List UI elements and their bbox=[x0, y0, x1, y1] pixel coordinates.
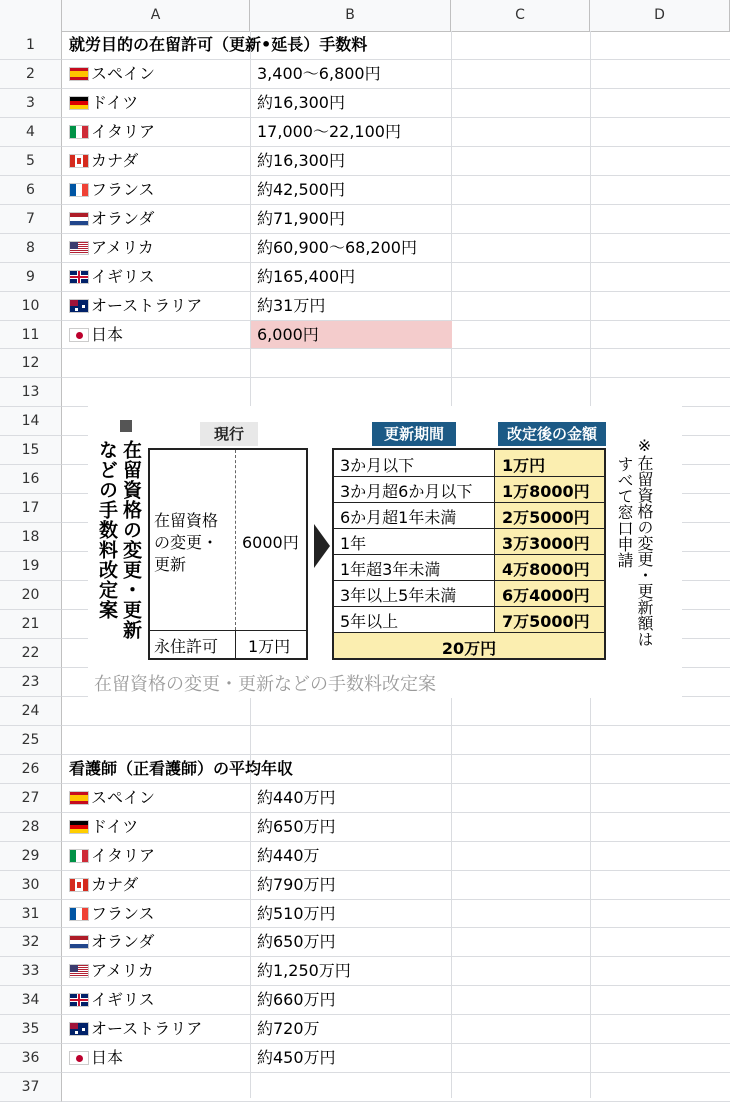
period-label: 1年超3年未満 bbox=[340, 560, 441, 579]
country-cell[interactable] bbox=[63, 871, 138, 899]
country-name: イギリス bbox=[91, 267, 155, 286]
row-header[interactable]: 25 bbox=[0, 726, 62, 755]
fee-cell[interactable]: 約16,300円 bbox=[257, 151, 345, 170]
income-cell[interactable]: 約650万円 bbox=[257, 817, 336, 836]
country-cell[interactable] bbox=[63, 842, 155, 870]
jp-flag-icon bbox=[69, 328, 89, 342]
country-name: カナダ bbox=[91, 875, 139, 894]
row-gridline bbox=[62, 841, 730, 842]
jp-flag-icon bbox=[69, 1051, 89, 1065]
country-cell[interactable] bbox=[63, 205, 154, 233]
country-name: オーストラリア bbox=[91, 296, 203, 315]
current-row2-value: 1万円 bbox=[248, 637, 291, 656]
country-name: ドイツ bbox=[91, 817, 139, 836]
country-cell[interactable] bbox=[63, 986, 155, 1014]
current-label: 現行 bbox=[200, 422, 258, 446]
permanent-amount: 20万円 bbox=[441, 639, 497, 658]
ca-flag-icon bbox=[69, 878, 89, 892]
row-header[interactable]: 1 bbox=[0, 31, 62, 60]
row-header[interactable]: 18 bbox=[0, 523, 62, 552]
row-header[interactable]: 35 bbox=[0, 1015, 62, 1044]
fee-cell[interactable]: 約165,400円 bbox=[257, 267, 356, 286]
row-header[interactable]: 36 bbox=[0, 1044, 62, 1073]
row-header[interactable]: 10 bbox=[0, 292, 62, 321]
fee-cell[interactable]: 約60,900〜68,200円 bbox=[257, 238, 417, 257]
section1-title-cell[interactable]: 就労目的の在留許可（更新•延長）手数料 bbox=[69, 35, 368, 54]
row-gridline bbox=[62, 88, 730, 89]
row-gridline bbox=[62, 870, 730, 871]
row-header[interactable]: 26 bbox=[0, 755, 62, 784]
row-gridline bbox=[62, 377, 730, 378]
au-flag-icon bbox=[69, 1022, 89, 1036]
cube-icon bbox=[120, 420, 132, 432]
es-flag-icon bbox=[69, 791, 89, 805]
row-header[interactable]: 28 bbox=[0, 813, 62, 842]
country-name: ドイツ bbox=[91, 93, 139, 112]
country-name: イタリア bbox=[91, 122, 156, 141]
column-header-c[interactable]: C bbox=[451, 0, 590, 31]
row-header[interactable]: 2 bbox=[0, 60, 62, 89]
row-header[interactable]: 7 bbox=[0, 205, 62, 234]
country-cell[interactable] bbox=[63, 292, 202, 320]
row-header[interactable]: 27 bbox=[0, 784, 62, 813]
country-name: スペイン bbox=[91, 788, 156, 807]
country-cell[interactable] bbox=[63, 118, 155, 146]
country-name: アメリカ bbox=[91, 238, 154, 257]
row-header[interactable]: 9 bbox=[0, 263, 62, 292]
row-header[interactable]: 20 bbox=[0, 581, 62, 610]
period-label: 3年以上5年未満 bbox=[340, 586, 457, 605]
country-name: 日本 bbox=[91, 1048, 124, 1067]
row-gridline bbox=[62, 1072, 730, 1073]
fr-flag-icon bbox=[69, 907, 89, 921]
column-header-b[interactable]: B bbox=[250, 0, 451, 31]
period-amount: 6万4000円 bbox=[502, 586, 590, 605]
us-flag-icon bbox=[69, 241, 89, 255]
image-title-line1: 在留資格の変更・更新 bbox=[120, 440, 142, 640]
country-cell[interactable] bbox=[63, 89, 138, 117]
row-header[interactable]: 23 bbox=[0, 668, 62, 697]
country-name: スペイン bbox=[91, 64, 156, 83]
de-flag-icon bbox=[69, 96, 89, 110]
period-amount: 1万円 bbox=[502, 456, 546, 475]
country-name: オランダ bbox=[91, 209, 155, 228]
period-amount: 4万8000円 bbox=[502, 560, 590, 579]
period-amount: 2万5000円 bbox=[502, 508, 590, 527]
income-cell[interactable]: 約1,250万円 bbox=[257, 961, 351, 980]
row-header[interactable]: 12 bbox=[0, 349, 62, 378]
country-cell[interactable] bbox=[63, 176, 155, 204]
row-header[interactable]: 14 bbox=[0, 407, 62, 436]
row-header[interactable]: 32 bbox=[0, 928, 62, 957]
period-label: 3か月以下 bbox=[340, 456, 415, 475]
row-gridline bbox=[62, 1043, 730, 1044]
gb-flag-icon bbox=[69, 993, 89, 1007]
fee-cell[interactable]: 約31万円 bbox=[257, 296, 326, 315]
income-cell[interactable]: 約510万円 bbox=[257, 904, 336, 923]
row-header[interactable]: 11 bbox=[0, 321, 62, 349]
row-gridline bbox=[62, 783, 730, 784]
current-row1-label: 在留資格の変更・更新 bbox=[154, 511, 219, 574]
row-header[interactable]: 22 bbox=[0, 639, 62, 668]
row-header[interactable]: 13 bbox=[0, 378, 62, 407]
image-title-line2: などの手数料改定案 bbox=[96, 440, 118, 620]
fee-cell[interactable]: 6,000円 bbox=[251, 321, 452, 348]
row-header[interactable]: 3 bbox=[0, 89, 62, 118]
country-name: カナダ bbox=[91, 151, 139, 170]
country-cell[interactable] bbox=[63, 900, 155, 927]
income-cell[interactable]: 約650万円 bbox=[257, 932, 336, 951]
row-header[interactable]: 29 bbox=[0, 842, 62, 871]
row-header[interactable]: 30 bbox=[0, 871, 62, 900]
income-cell[interactable]: 約440万 bbox=[257, 846, 320, 865]
country-cell[interactable] bbox=[63, 234, 154, 262]
column-header-d[interactable]: D bbox=[590, 0, 730, 31]
country-name: オランダ bbox=[91, 932, 155, 951]
fee-cell[interactable]: 約71,900円 bbox=[257, 209, 345, 228]
period-amount: 1万8000円 bbox=[502, 482, 590, 501]
fee-cell[interactable]: 約16,300円 bbox=[257, 93, 345, 112]
country-name: 日本 bbox=[91, 325, 124, 344]
country-cell[interactable] bbox=[63, 60, 155, 88]
country-name: イギリス bbox=[91, 990, 155, 1009]
gb-flag-icon bbox=[69, 270, 89, 284]
row-header[interactable]: 6 bbox=[0, 176, 62, 205]
row-gridline bbox=[62, 927, 730, 928]
country-cell[interactable] bbox=[63, 928, 154, 956]
country-cell[interactable] bbox=[63, 1015, 202, 1043]
row-header[interactable]: 16 bbox=[0, 465, 62, 494]
period-label: 3か月超6か月以下 bbox=[340, 482, 473, 501]
row-gridline bbox=[62, 175, 730, 176]
period-amount: 7万5000円 bbox=[502, 612, 590, 631]
period-amount: 3万3000円 bbox=[502, 534, 590, 553]
income-cell[interactable]: 約450万円 bbox=[257, 1048, 336, 1067]
country-name: フランス bbox=[91, 180, 155, 199]
it-flag-icon bbox=[69, 125, 89, 139]
note-line2: すべて窓口申請 bbox=[615, 456, 634, 568]
note-line1: ※在留資格の変更・更新額は bbox=[635, 436, 654, 647]
income-cell[interactable]: 約790万円 bbox=[257, 875, 336, 894]
country-cell[interactable] bbox=[63, 957, 154, 985]
nl-flag-icon bbox=[69, 935, 89, 949]
period-label: 1年 bbox=[340, 534, 367, 553]
period-label: 6か月超1年未満 bbox=[340, 508, 457, 527]
country-cell[interactable] bbox=[63, 1044, 123, 1072]
row-header[interactable]: 17 bbox=[0, 494, 62, 523]
income-cell[interactable]: 約660万円 bbox=[257, 990, 336, 1009]
income-cell[interactable]: 約440万円 bbox=[257, 788, 336, 807]
country-cell[interactable] bbox=[63, 147, 138, 175]
arrow-right-icon bbox=[314, 524, 330, 568]
row-header[interactable]: 5 bbox=[0, 147, 62, 176]
it-flag-icon bbox=[69, 849, 89, 863]
income-cell[interactable]: 約720万 bbox=[257, 1019, 320, 1038]
new-fee-table bbox=[332, 448, 606, 660]
country-cell[interactable] bbox=[63, 321, 123, 348]
row-gridline bbox=[62, 204, 730, 205]
image-caption: 在留資格の変更・更新などの手数料改定案 bbox=[94, 674, 436, 695]
row-header[interactable]: 21 bbox=[0, 610, 62, 639]
row-header[interactable]: 37 bbox=[0, 1073, 62, 1102]
row-gridline bbox=[62, 725, 730, 726]
row-header[interactable]: 8 bbox=[0, 234, 62, 263]
nl-flag-icon bbox=[69, 212, 89, 226]
us-flag-icon bbox=[69, 964, 89, 978]
amount-header: 改定後の金額 bbox=[498, 422, 606, 446]
es-flag-icon bbox=[69, 67, 89, 81]
country-cell[interactable] bbox=[63, 263, 155, 291]
row-header[interactable]: 24 bbox=[0, 697, 62, 726]
row-header[interactable]: 33 bbox=[0, 957, 62, 986]
country-name: フランス bbox=[91, 904, 155, 923]
de-flag-icon bbox=[69, 820, 89, 834]
row-gridline bbox=[62, 985, 730, 986]
row-header[interactable]: 34 bbox=[0, 986, 62, 1015]
country-name: イタリア bbox=[91, 846, 156, 865]
fee-cell[interactable]: 約42,500円 bbox=[257, 180, 345, 199]
current-row2-label: 永住許可 bbox=[154, 637, 219, 656]
current-row1-value: 6000円 bbox=[242, 533, 299, 552]
row-gridline bbox=[62, 146, 730, 147]
row-gridline bbox=[62, 59, 730, 60]
fr-flag-icon bbox=[69, 183, 89, 197]
row-header[interactable]: 19 bbox=[0, 552, 62, 581]
country-name: オーストラリア bbox=[91, 1019, 203, 1038]
fee-cell[interactable]: 3,400〜6,800円 bbox=[257, 64, 381, 83]
au-flag-icon bbox=[69, 299, 89, 313]
row-header[interactable]: 31 bbox=[0, 900, 62, 928]
row-header[interactable]: 4 bbox=[0, 118, 62, 147]
row-gridline bbox=[62, 956, 730, 957]
section2-title-cell[interactable]: 看護師（正看護師）の平均年収 bbox=[69, 759, 294, 778]
country-cell[interactable] bbox=[63, 784, 155, 812]
select-all-corner[interactable] bbox=[0, 0, 62, 31]
country-name: アメリカ bbox=[91, 961, 154, 980]
ca-flag-icon bbox=[69, 154, 89, 168]
period-header: 更新期間 bbox=[372, 422, 456, 446]
current-fee-box bbox=[148, 448, 308, 660]
column-header-a[interactable]: A bbox=[62, 0, 250, 31]
country-cell[interactable] bbox=[63, 813, 138, 841]
fee-revision-image[interactable] bbox=[88, 406, 682, 698]
period-label: 5年以上 bbox=[340, 612, 399, 631]
row-gridline bbox=[62, 812, 730, 813]
fee-cell[interactable]: 17,000〜22,100円 bbox=[257, 122, 401, 141]
row-header[interactable]: 15 bbox=[0, 436, 62, 465]
row-gridline bbox=[62, 899, 730, 900]
row-gridline bbox=[62, 262, 730, 263]
row-gridline bbox=[62, 348, 730, 349]
